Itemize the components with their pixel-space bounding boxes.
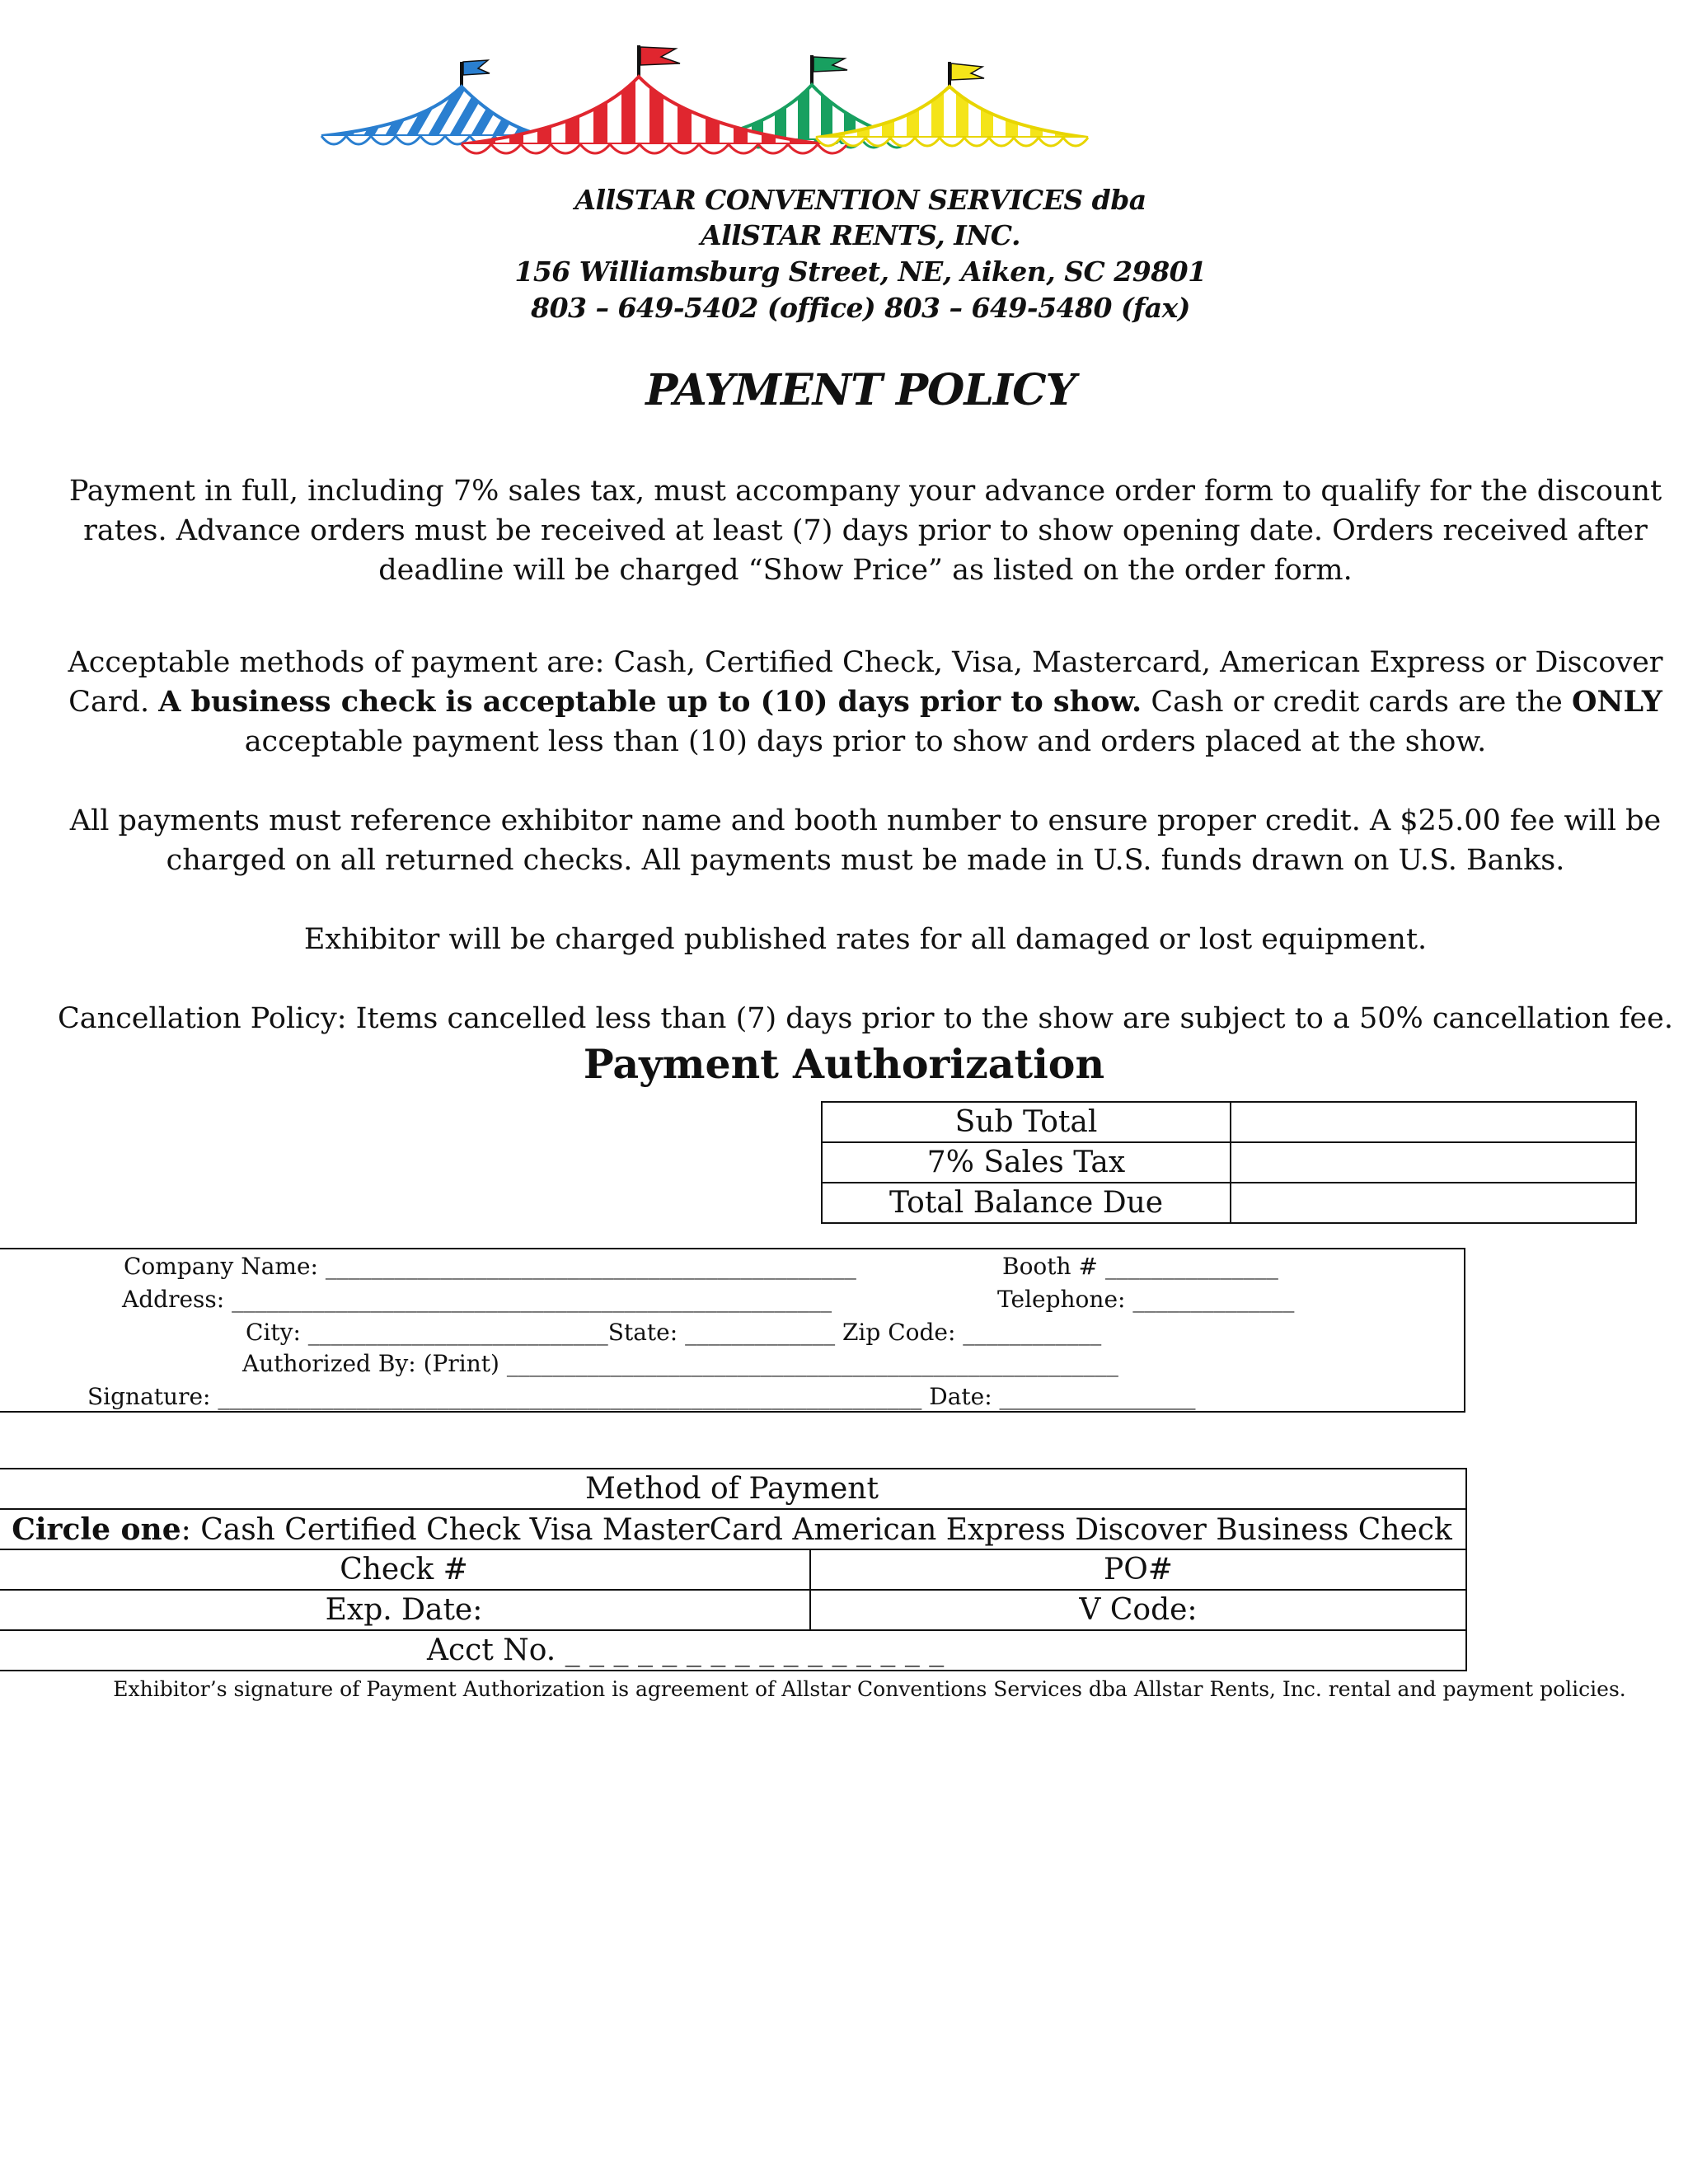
- table-row: [0, 1549, 1466, 1590]
- methods-text: Acceptable methods of payment are: Cash, Certified Check, Visa, Mastercard, American Express or Discover Card.: [68, 646, 1663, 719]
- po-number-field[interactable]: PO#: [810, 1549, 1466, 1590]
- table-row: [822, 1142, 1636, 1183]
- table-row: [822, 1183, 1636, 1223]
- table-row: [0, 1509, 1466, 1549]
- check-number-field[interactable]: Check #: [0, 1549, 810, 1590]
- yellow-tent-icon: [816, 62, 1088, 146]
- company-info-box: [0, 1248, 1465, 1413]
- policy-paragraph-discount: Payment in full, including 7% sales tax, must accompany your advance order form to qualify for the discount rates. Advance orders must be received at least (7) days prior to show opening date. Orders received after deadline will be charged “Show Price” as listed on the order form.: [68, 475, 1662, 587]
- subtotal-label: Sub Total: [822, 1102, 1231, 1142]
- methods-text-2: Cash or credit cards are the: [1142, 686, 1572, 719]
- city-state-zip-field[interactable]: City: __________________________State: _____________ Zip Code: ____________: [246, 1319, 1102, 1346]
- company-dba-line: AllSTAR RENTS, INC.: [701, 219, 1020, 251]
- telephone-field[interactable]: Telephone: ______________: [997, 1286, 1295, 1313]
- blue-tent-icon: [321, 60, 544, 144]
- exp-date-field[interactable]: Exp. Date:: [0, 1590, 810, 1630]
- page-title: PAYMENT POLICY: [645, 365, 1076, 415]
- policy-paragraph-references: All payments must reference exhibitor name and booth number to ensure proper credit. A $25.00 fee will be charged on all returned checks. All payments must be made in U.S. funds drawn on U.S. Banks.: [69, 804, 1662, 877]
- table-row: [0, 1590, 1466, 1630]
- company-name-field[interactable]: Company Name: ______________________________________________: [124, 1253, 856, 1280]
- policy-paragraph-cancellation: Cancellation Policy: Items cancelled less than (7) days prior to the show are subject to a 50% cancellation fee.: [58, 1002, 1673, 1035]
- address-field[interactable]: Address: ____________________________________________________: [122, 1286, 832, 1313]
- sales-tax-field[interactable]: [1231, 1142, 1636, 1183]
- totals-table: [821, 1101, 1637, 1224]
- company-phone-fax: 803 – 649-5402 (office) 803 – 649-5480 (fax): [531, 292, 1190, 324]
- agreement-note: Exhibitor’s signature of Payment Authorization is agreement of Allstar Conventions Services dba Allstar Rents, Inc. rental and payment policies.: [113, 1677, 1626, 1701]
- subtotal-field[interactable]: [1231, 1102, 1636, 1142]
- only-emphasis: ONLY: [1571, 685, 1662, 719]
- v-code-field[interactable]: V Code:: [810, 1590, 1466, 1630]
- table-row: [822, 1102, 1636, 1142]
- company-name-line: AllSTAR CONVENTION SERVICES dba: [574, 184, 1146, 216]
- balance-due-label: Total Balance Due: [822, 1183, 1231, 1223]
- booth-field[interactable]: Booth # _______________: [1002, 1253, 1278, 1280]
- method-of-payment-table: [0, 1468, 1467, 1671]
- company-address: 156 Williamsburg Street, NE, Aiken, SC 29801: [514, 255, 1207, 288]
- business-check-rule: A business check is acceptable up to (10) days prior to show.: [158, 685, 1142, 719]
- allstar-tents-logo: [313, 37, 1104, 177]
- policy-paragraph-methods: [49, 643, 1681, 762]
- payment-options[interactable]: Cash Certified Check Visa MasterCard American Express Discover Business Check: [200, 1512, 1452, 1547]
- balance-due-field[interactable]: [1231, 1183, 1636, 1223]
- authorized-by-field[interactable]: Authorized By: (Print) _____________________________________________________: [242, 1350, 1118, 1377]
- sales-tax-label: 7% Sales Tax: [822, 1142, 1231, 1183]
- signature-date-field[interactable]: Signature: _____________________________________________________________ Date: _________________: [87, 1383, 1196, 1410]
- payment-options-row[interactable]: [0, 1509, 1466, 1549]
- method-title: Method of Payment: [0, 1469, 1466, 1509]
- colon: :: [181, 1512, 201, 1547]
- table-row: [0, 1630, 1466, 1671]
- methods-text-3: acceptable payment less than (10) days prior to show and orders placed at the show.: [244, 725, 1487, 758]
- section-title-authorization: Payment Authorization: [583, 1040, 1105, 1088]
- acct-number-field[interactable]: Acct No. _ _ _ _ _ _ _ _ _ _ _ _ _ _ _ _: [0, 1630, 1466, 1671]
- table-row: [0, 1469, 1466, 1509]
- circle-one-label: Circle one: [12, 1511, 181, 1547]
- policy-paragraph-damage: Exhibitor will be charged published rates for all damaged or lost equipment.: [303, 923, 1428, 956]
